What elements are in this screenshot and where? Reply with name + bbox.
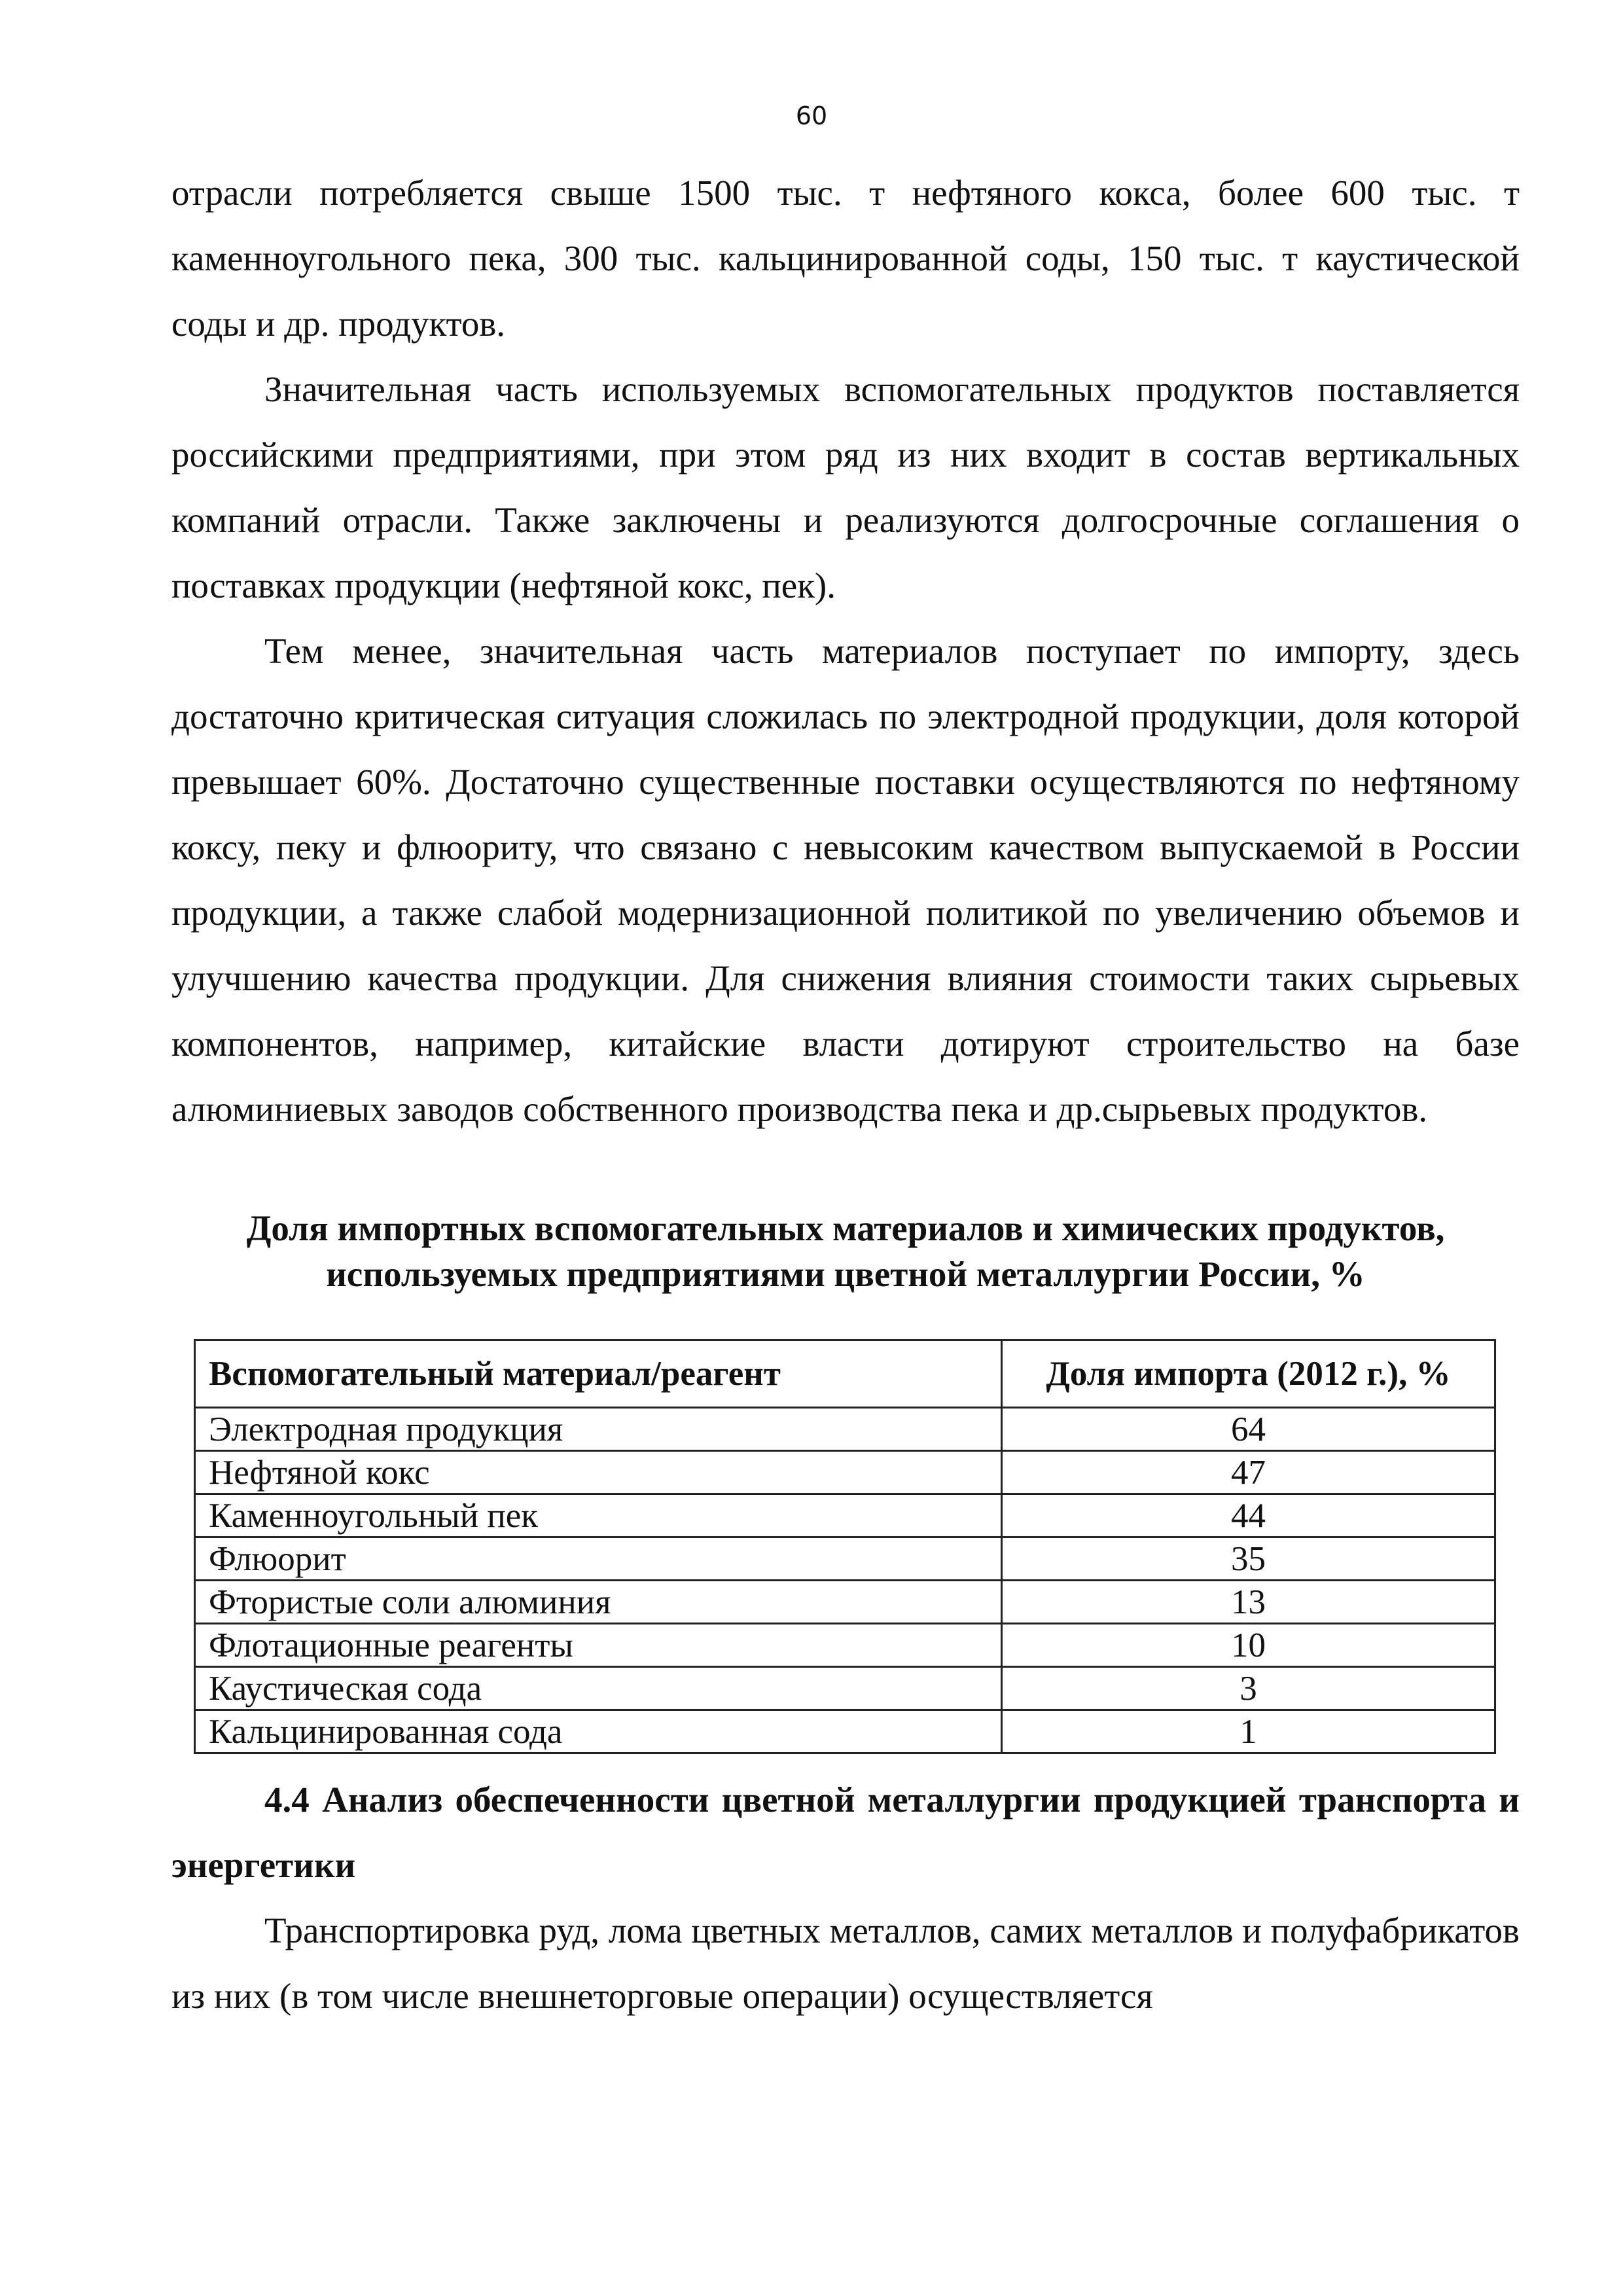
cell-material: Кальцинированная сода bbox=[195, 1710, 1002, 1753]
header-material: Вспомогательный материал/реагент bbox=[195, 1340, 1002, 1408]
table-row bbox=[195, 1581, 1495, 1624]
cell-material: Флюорит bbox=[195, 1537, 1002, 1581]
cell-material: Каменноугольный пек bbox=[195, 1494, 1002, 1537]
section-heading: 4.4 Анализ обеспеченности цветной металлургии продукцией транспорта и энергетики bbox=[171, 1780, 1520, 1885]
cell-material: Флотационные реагенты bbox=[195, 1624, 1002, 1667]
table-caption-line-2: используемых предприятиями цветной металлургии России, % bbox=[326, 1254, 1365, 1294]
cell-import-share: 10 bbox=[1002, 1624, 1495, 1667]
cell-import-share: 47 bbox=[1002, 1451, 1495, 1494]
table-row bbox=[195, 1408, 1495, 1451]
cell-import-share: 13 bbox=[1002, 1581, 1495, 1624]
table-header-row bbox=[195, 1340, 1495, 1408]
page-number: 60 bbox=[795, 101, 828, 130]
table-row bbox=[195, 1537, 1495, 1581]
section-paragraph: Транспортировка руд, лома цветных металлов, самих металлов и полуфабрикатов из них (в том числе внешнеторговые операции) осуществляется bbox=[171, 1910, 1520, 2016]
cell-import-share: 64 bbox=[1002, 1408, 1495, 1451]
import-share-table bbox=[194, 1339, 1496, 1754]
paragraph-1: отрасли потребляется свыше 1500 тыс. т нефтяного кокса, более 600 тыс. т каменноугольного пека, 300 тыс. кальцинированной соды, 150 тыс. т каустической соды и др. продуктов. bbox=[171, 173, 1520, 344]
table-row bbox=[195, 1494, 1495, 1537]
header-import-share: Доля импорта (2012 г.), % bbox=[1002, 1340, 1495, 1408]
paragraph-2: Значительная часть используемых вспомогательных продуктов поставляется российскими предприятиями, при этом ряд из них входит в состав вертикальных компаний отрасли. Также заключены и реализуются долгосрочные соглашения о поставках продукции (нефтяной кокс, пек). bbox=[171, 369, 1520, 605]
table-row bbox=[195, 1451, 1495, 1494]
cell-import-share: 3 bbox=[1002, 1667, 1495, 1710]
table-row bbox=[195, 1710, 1495, 1753]
table-caption bbox=[171, 1206, 1520, 1297]
cell-material: Каустическая сода bbox=[195, 1667, 1002, 1710]
table-caption-line-1: Доля импортных вспомогательных материалов и химических продуктов, bbox=[246, 1208, 1445, 1248]
body-text bbox=[171, 160, 1520, 1142]
cell-material: Электродная продукция bbox=[195, 1408, 1002, 1451]
table-row bbox=[195, 1624, 1495, 1667]
cell-material: Фтористые соли алюминия bbox=[195, 1581, 1002, 1624]
section-4-4 bbox=[171, 1767, 1520, 2029]
table-row bbox=[195, 1667, 1495, 1710]
cell-import-share: 44 bbox=[1002, 1494, 1495, 1537]
paragraph-3: Тем менее, значительная часть материалов поступает по импорту, здесь достаточно критическая ситуация сложилась по электродной продукции, доля которой превышает 60%. Достаточно существенные поставки осуществляются по нефтяному коксу, пеку и флюориту, что связано с невысоким качеством выпускаемой в России продукции, а также слабой модернизационной политикой по увеличению объемов и улучшению качества продукции. Для снижения влияния стоимости таких сырьевых компонентов, например, китайские власти дотируют строительство на базе алюминиевых заводов собственного производства пека и др.сырьевых продуктов. bbox=[171, 631, 1520, 1129]
cell-material: Нефтяной кокс bbox=[195, 1451, 1002, 1494]
cell-import-share: 35 bbox=[1002, 1537, 1495, 1581]
cell-import-share: 1 bbox=[1002, 1710, 1495, 1753]
